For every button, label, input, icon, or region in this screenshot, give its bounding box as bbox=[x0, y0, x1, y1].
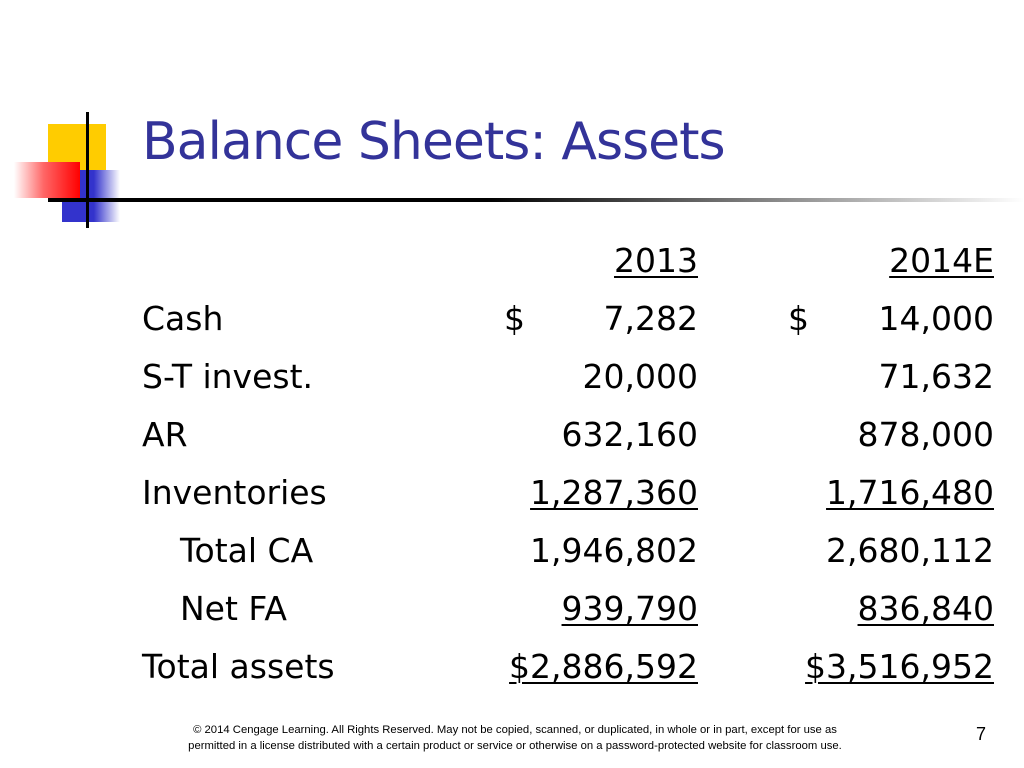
table-row-st-invest bbox=[142, 348, 994, 406]
table-row-inventories bbox=[142, 464, 994, 522]
currency-symbol: $ bbox=[788, 299, 809, 338]
table-row-ar bbox=[142, 406, 994, 464]
row-label: AR bbox=[142, 415, 188, 454]
page-number: 7 bbox=[976, 724, 987, 744]
currency-symbol: $ bbox=[504, 299, 525, 338]
slide-title: Balance Sheets: Assets bbox=[142, 112, 725, 172]
row-label: Cash bbox=[142, 299, 224, 338]
column-header-2013: 2013 bbox=[614, 241, 698, 280]
copyright-footer bbox=[140, 722, 890, 754]
row-label: Net FA bbox=[180, 589, 287, 628]
table-row-total-ca bbox=[142, 522, 994, 580]
value-2014e: 71,632 bbox=[878, 357, 994, 396]
value-2013: $2,886,592 bbox=[509, 647, 698, 686]
balance-sheet-table bbox=[142, 232, 994, 696]
footer-line: permitted in a license distributed with a certain product or service or otherwise on a password-protected website for classroom use. bbox=[188, 740, 842, 752]
footer-line: © 2014 Cengage Learning. All Rights Reserved. May not be copied, scanned, or duplicated, in whole or in part, except for use as bbox=[193, 724, 837, 736]
title-underline-rule bbox=[48, 198, 1024, 202]
value-2014e: 878,000 bbox=[857, 415, 994, 454]
row-label: S-T invest. bbox=[142, 357, 314, 396]
value-2013: 939,790 bbox=[561, 589, 698, 628]
value-2014e: 14,000 bbox=[878, 299, 994, 338]
value-2013: 632,160 bbox=[561, 415, 698, 454]
value-2014e: 1,716,480 bbox=[826, 473, 994, 512]
table-header-row bbox=[142, 232, 994, 290]
value-2013: 7,282 bbox=[603, 299, 698, 338]
row-label: Total assets bbox=[142, 647, 335, 686]
row-label: Inventories bbox=[142, 473, 327, 512]
red-square-decoration bbox=[14, 162, 80, 198]
row-label: Total CA bbox=[180, 531, 314, 570]
value-2014e: $3,516,952 bbox=[805, 647, 994, 686]
value-2014e: 836,840 bbox=[857, 589, 994, 628]
vertical-rule bbox=[86, 112, 89, 228]
value-2014e: 2,680,112 bbox=[826, 531, 994, 570]
table-row-cash bbox=[142, 290, 994, 348]
table-row-total-assets bbox=[142, 638, 994, 696]
value-2013: 1,287,360 bbox=[530, 473, 698, 512]
column-header-2014e: 2014E bbox=[889, 241, 994, 280]
value-2013: 1,946,802 bbox=[530, 531, 698, 570]
value-2013: 20,000 bbox=[582, 357, 698, 396]
slide-logo-decoration bbox=[0, 0, 140, 240]
table-row-net-fa bbox=[142, 580, 994, 638]
